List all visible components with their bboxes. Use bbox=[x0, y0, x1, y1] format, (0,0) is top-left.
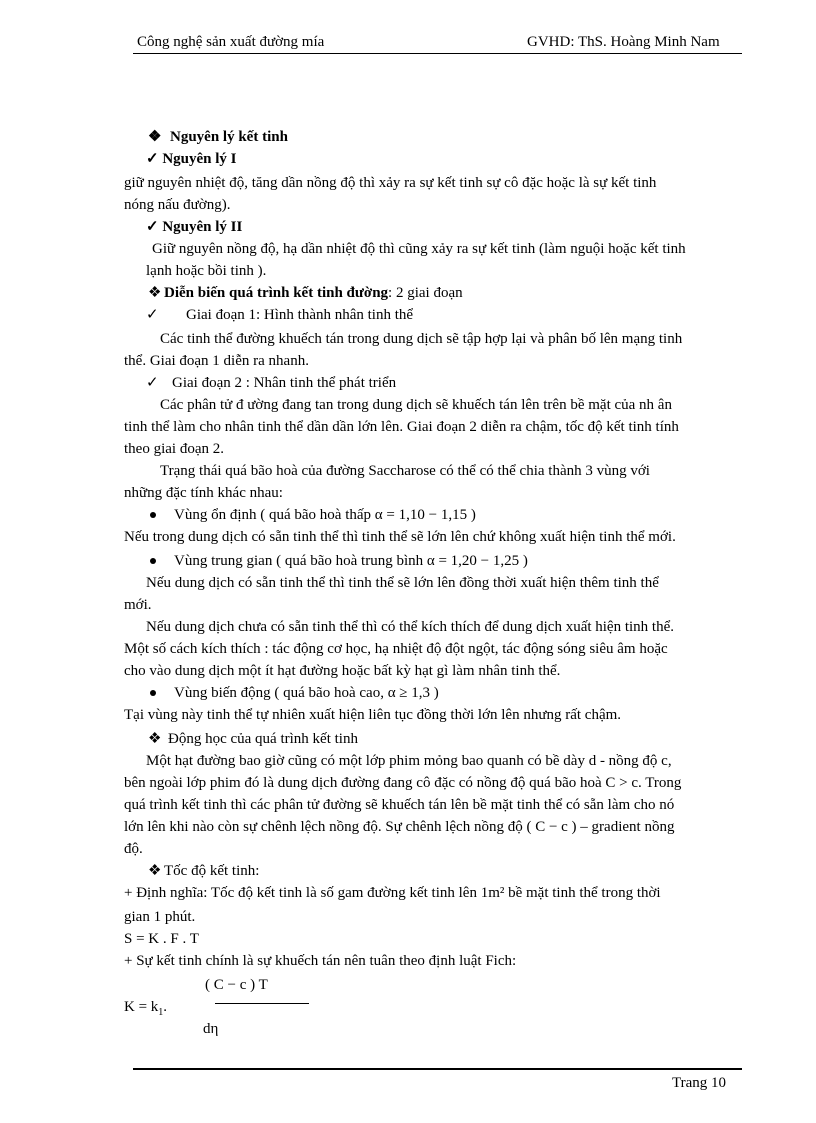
zone-labile: Vùng biến động ( quá bão hoà cao, α ≥ 1,3 ) bbox=[150, 684, 439, 702]
paragraph: thể. Giai đoạn 1 diễn ra nhanh. bbox=[124, 353, 309, 369]
paragraph: mới. bbox=[124, 597, 152, 613]
bullet-icon bbox=[150, 690, 156, 696]
header-rule bbox=[133, 53, 742, 54]
header-instructor: GVHD: ThS. Hoàng Minh Nam bbox=[527, 34, 720, 50]
paragraph: + Định nghĩa: Tốc độ kết tinh là số gam đường kết tinh lên 1m² bề mặt tinh thể trong thời bbox=[124, 885, 661, 901]
check-icon: ✓ bbox=[146, 375, 159, 391]
paragraph: bên ngoài lớp phim đó là dung dịch đường đang cô đặc có nồng độ quá bão hoà C > c. Trong bbox=[124, 775, 682, 791]
paragraph: quá trình kết tinh thì các phân tử đường sẽ khuếch tán lên bề mặt tinh thể có sẵn làm cho nó bbox=[124, 797, 675, 813]
paragraph: lạnh hoặc bồi tinh ). bbox=[146, 263, 267, 279]
paragraph: lớn lên khi nào còn sự chênh lệch nồng độ. Sự chênh lệch nồng độ ( C − c ) – gradient nồng bbox=[124, 819, 675, 835]
header-title: Công nghệ sản xuất đường mía bbox=[137, 34, 325, 50]
four-diamonds-icon: ❖ bbox=[148, 129, 162, 145]
check-icon: ✓ bbox=[146, 307, 159, 323]
paragraph: cho vào dung dịch một ít hạt đường hoặc bất kỳ hạt gì làm nhân tinh thể. bbox=[124, 663, 561, 679]
page-number: Trang 10 bbox=[672, 1075, 727, 1091]
paragraph: độ. bbox=[124, 841, 143, 857]
check-icon: ✓ bbox=[146, 219, 159, 235]
check-icon: ✓ bbox=[146, 151, 159, 167]
heading-principle-1: ✓ Nguyên lý I bbox=[146, 151, 237, 167]
four-diamonds-icon: ❖ bbox=[148, 731, 162, 747]
zone-stable: Vùng ổn định ( quá bão hoà thấp α = 1,10 − 1,15 ) bbox=[150, 506, 476, 524]
footer-rule bbox=[133, 1068, 742, 1070]
formula-denominator: dη bbox=[203, 1021, 219, 1037]
paragraph: Một số cách kích thích : tác động cơ học, hạ nhiệt độ đột ngột, tác động sóng siêu âm hoặc bbox=[124, 641, 668, 657]
paragraph: Nếu dung dịch chưa có sẵn tinh thể thì có thể kích thích để dung dịch xuất hiện tinh thể. bbox=[146, 619, 675, 635]
heading-rate: ❖ Tốc độ kết tinh: bbox=[148, 863, 260, 879]
heading-kinetics: ❖ Động học của quá trình kết tinh bbox=[148, 731, 358, 747]
paragraph: Giữ nguyên nồng độ, hạ dần nhiệt độ thì cũng xảy ra sự kết tinh (làm nguội hoặc kết tinh bbox=[152, 241, 686, 257]
paragraph: giữ nguyên nhiệt độ, tăng dần nồng độ thì xảy ra sự kết tinh sự cô đặc hoặc là sự kết tinh bbox=[124, 175, 657, 191]
heading-principle-2: ✓ Nguyên lý II bbox=[146, 219, 243, 235]
formula-k: $K = k_1$. bbox=[124, 999, 168, 1018]
four-diamonds-icon: ❖ bbox=[148, 285, 162, 301]
zone-intermediate: Vùng trung gian ( quá bão hoà trung bình α = 1,20 − 1,25 ) bbox=[150, 552, 528, 570]
heading-process: ❖ Diễn biến quá trình kết tinh đường: 2 giai đoạn bbox=[148, 285, 463, 301]
bullet-icon bbox=[150, 558, 156, 564]
paragraph: Nếu dung dịch có sẵn tinh thể thì tinh thể sẽ lớn lên đồng thời xuất hiện thêm tinh thể bbox=[146, 575, 659, 591]
paragraph: những đặc tính khác nhau: bbox=[124, 485, 283, 501]
paragraph: + Sự kết tinh chính là sự khuếch tán nên tuân theo định luật Fich: bbox=[124, 953, 517, 969]
bullet-icon bbox=[150, 512, 156, 518]
paragraph: gian 1 phút. bbox=[124, 909, 196, 925]
paragraph: Một hạt đường bao giờ cũng có một lớp phim mỏng bao quanh có bề dày d - nồng độ c, bbox=[146, 753, 672, 769]
paragraph: Các tinh thể đường khuếch tán trong dung dịch sẽ tập hợp lại và phân bố lên mạng tinh bbox=[160, 331, 683, 347]
paragraph: Nếu trong dung dịch có sẵn tinh thể thì tinh thể sẽ lớn lên chứ không xuất hiện tinh thể mới. bbox=[124, 529, 676, 545]
four-diamonds-icon: ❖ bbox=[148, 863, 162, 879]
fraction-bar bbox=[215, 1003, 309, 1004]
paragraph: nóng nấu đường). bbox=[124, 197, 231, 213]
paragraph: Các phân tử đ ường đang tan trong dung dịch sẽ khuếch tán lên trên bề mặt của nh ân bbox=[160, 397, 672, 413]
formula-numerator: ( C − c ) T bbox=[205, 977, 268, 993]
paragraph: tinh thể làm cho nhân tinh thể dần dần lớn lên. Giai đoạn 2 diễn ra chậm, tốc độ kết tinh tính bbox=[124, 419, 679, 435]
stage-1-title: ✓ Giai đoạn 1: Hình thành nhân tinh thể bbox=[146, 307, 414, 323]
paragraph: theo giai đoạn 2. bbox=[124, 441, 224, 457]
heading-principle: ❖ Nguyên lý kết tinh bbox=[148, 129, 288, 145]
paragraph: Tại vùng này tinh thể tự nhiên xuất hiện liên tục đồng thời lớn lên nhưng rất chậm. bbox=[124, 707, 622, 723]
stage-2-title: ✓ Giai đoạn 2 : Nhân tinh thể phát triển bbox=[146, 375, 397, 391]
formula-s: S = K . F . T bbox=[124, 931, 199, 947]
paragraph: Trạng thái quá bão hoà của đường Saccharose có thể có thể chia thành 3 vùng với bbox=[160, 463, 650, 479]
